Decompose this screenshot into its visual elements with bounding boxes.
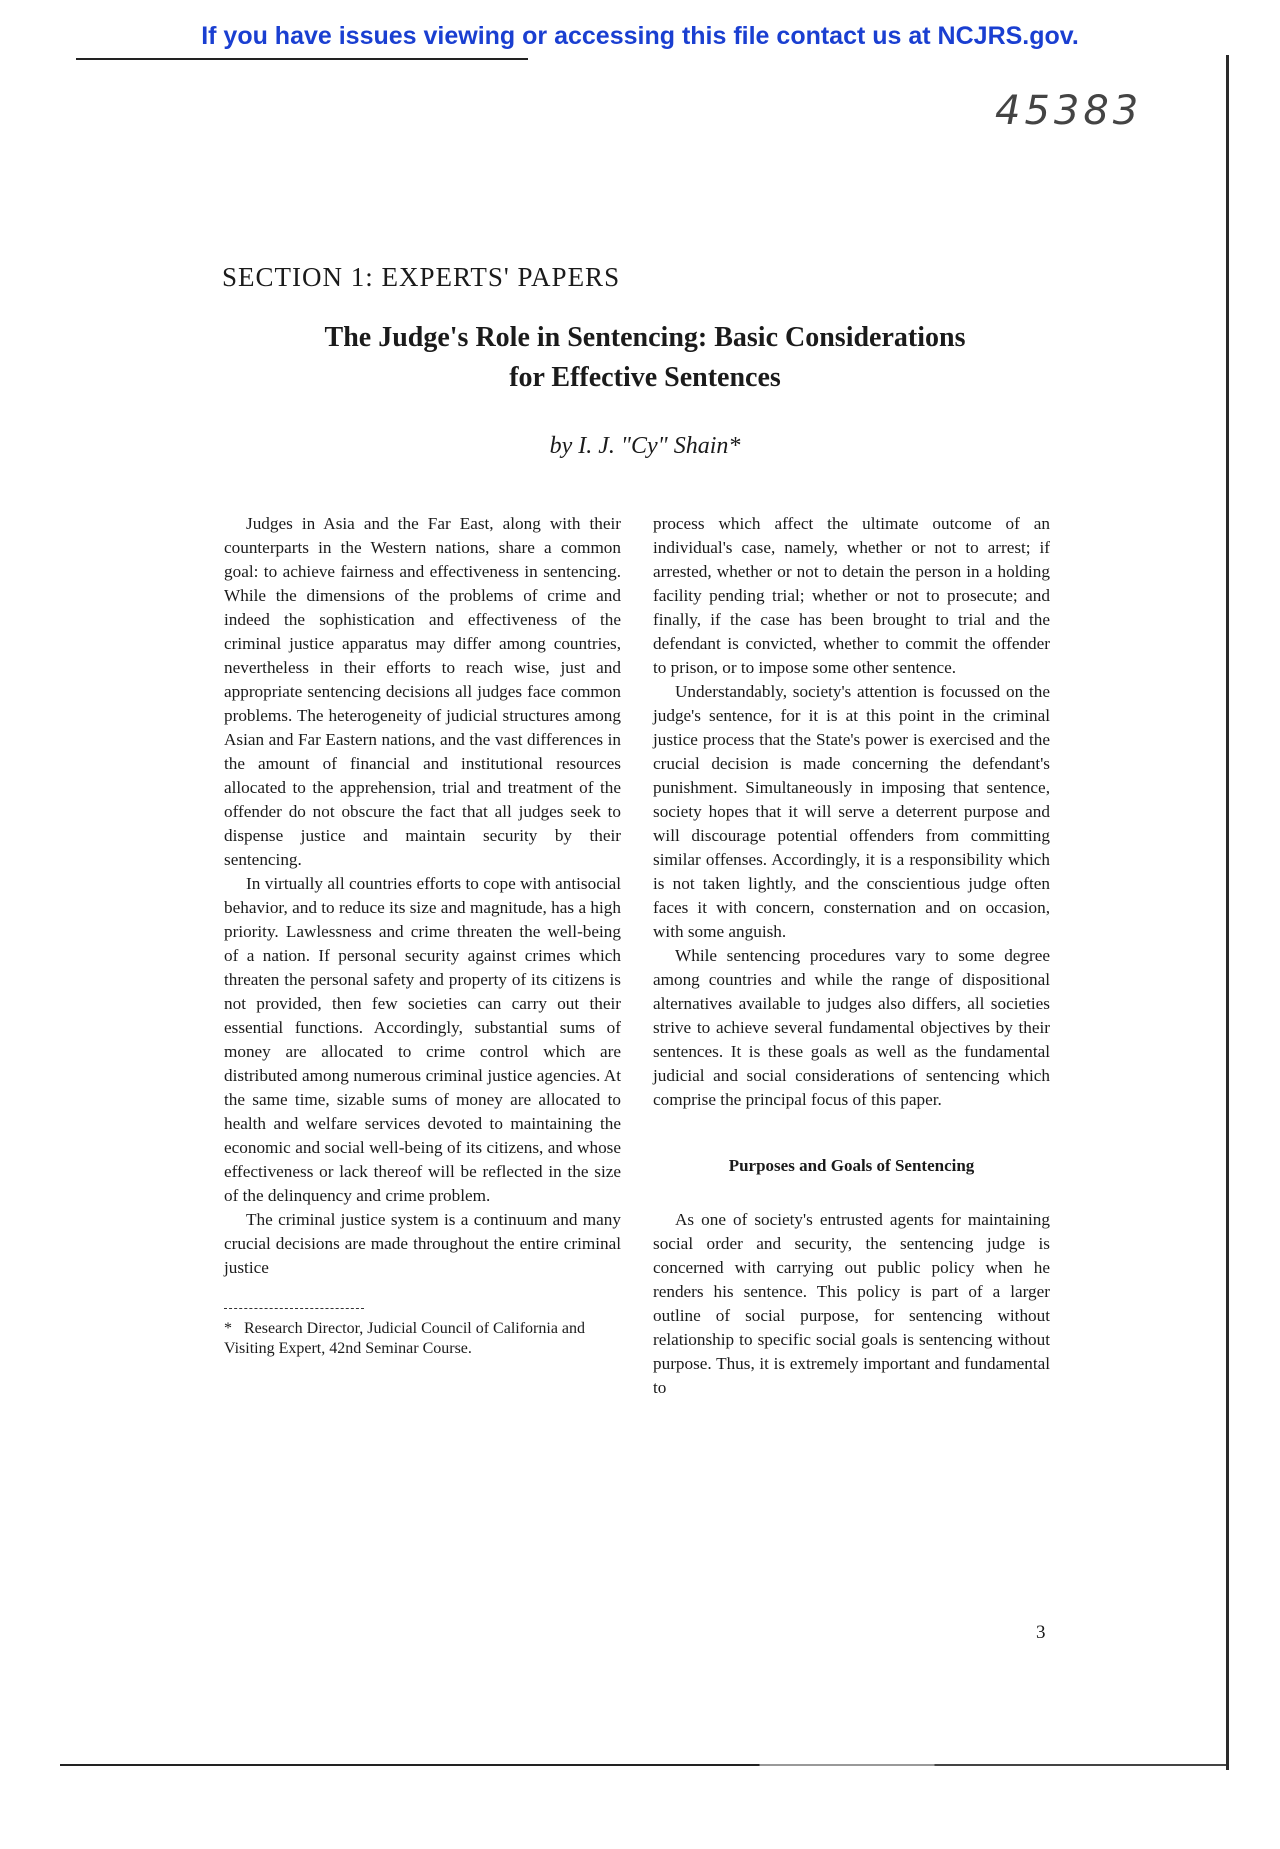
right-column: [653, 512, 1050, 1400]
body-paragraph: While sentencing procedures vary to some degree among countries and while the range of dispositional alternatives available to judges also differs, all societies strive to achieve several fundamental objectives by their sentences. It is these goals as well as the fundamental judicial and social considerations of sentencing which comprise the principal focus of this paper.: [653, 946, 1050, 1109]
footnote-text: Research Director, Judicial Council of California and Visiting Expert, 42nd Seminar Course.: [224, 1320, 586, 1357]
body-paragraph: Judges in Asia and the Far East, along with their counterparts in the Western nations, share a common goal: to achieve fairness and effectiveness in sentencing. While the dimensions of the problems of crime and indeed the sophistication and effectiveness of the criminal justice apparatus may differ among countries, nevertheless in their efforts to reach wise, just and appropriate sentencing decisions all judges face common problems. The heterogeneity of judicial structures among Asian and Far Eastern nations, and the vast differences in the amount of financial and institutional resources allocated to the apprehension, trial and treatment of the offender do not obscure the fact that all judges seek to dispense justice and maintain security by their sentencing.: [224, 514, 621, 869]
left-column: [224, 512, 621, 1359]
banner-underline: [76, 58, 528, 60]
paper-title-line-2: for Effective Sentences: [509, 362, 781, 393]
paper-title-line-1: The Judge's Role in Sentencing: Basic Considerations: [324, 322, 966, 353]
body-paragraph: As one of society's entrusted agents for maintaining social order and security, the sentencing judge is concerned with carrying out public policy when he renders his sentence. This policy is part of a larger outline of social purpose, for sentencing without relationship to specific social goals is sentencing without purpose. Thus, it is extremely important and fundamental to: [653, 1210, 1050, 1397]
body-paragraph: In virtually all countries efforts to cope with antisocial behavior, and to reduce its size and magnitude, has a high priority. Lawlessness and crime threaten the well-being of a nation. If personal security against crimes which threaten the personal safety and property of its citizens is not provided, then few societies can carry out their essential functions. Accordingly, substantial sums of money are allocated to crime control which are distributed among numerous criminal justice agencies. At the same time, sizable sums of money are allocated to health and welfare services devoted to maintaining the economic and social well-being of its citizens, and whose effectiveness or lack thereof will be reflected in the size of the delinquency and crime problem.: [224, 874, 621, 1205]
author-footnote: [224, 1319, 621, 1359]
footnote-divider: [224, 1308, 364, 1309]
section-subheading: Purposes and Goals of Sentencing: [728, 1156, 975, 1175]
handwritten-document-number: 45383: [995, 88, 1143, 134]
author-byline: by I. J. "Cy" Shain*: [549, 433, 741, 459]
paper-title: [180, 318, 1110, 398]
ncjrs-banner[interactable]: If you have issues viewing or accessing this file contact us at NCJRS.gov.: [201, 22, 1079, 50]
footnote-marker: *: [224, 1320, 232, 1337]
body-paragraph: Understandably, society's attention is focussed on the judge's sentence, for it is at this point in the criminal justice process that the State's power is exercised and the crucial decision is made concerning the defendant's punishment. Simultaneously in imposing that sentence, society hopes that it will serve a deterrent purpose and will discourage potential offenders from committing similar offenses. Accordingly, it is a responsibility which is not taken lightly, and the conscientious judge often faces it with concern, consternation and on occasion, with some anguish.: [653, 682, 1050, 941]
body-paragraph: process which affect the ultimate outcome of an individual's case, namely, whether or not to arrest; if arrested, whether or not to detain the person in a holding facility pending trial; whether or not to prosecute; and finally, if the case has been brought to trial and the defendant is convicted, whether to commit the offender to prison, or to impose some other sentence.: [653, 514, 1050, 677]
section-label: SECTION 1: EXPERTS' PAPERS: [222, 262, 621, 292]
body-paragraph: The criminal justice system is a continuum and many crucial decisions are made throughout the entire criminal justice: [224, 1210, 621, 1277]
scan-edge-line: [1226, 55, 1229, 1770]
page-number: 3: [1036, 1622, 1046, 1643]
scan-bottom-line: [60, 1764, 1226, 1766]
